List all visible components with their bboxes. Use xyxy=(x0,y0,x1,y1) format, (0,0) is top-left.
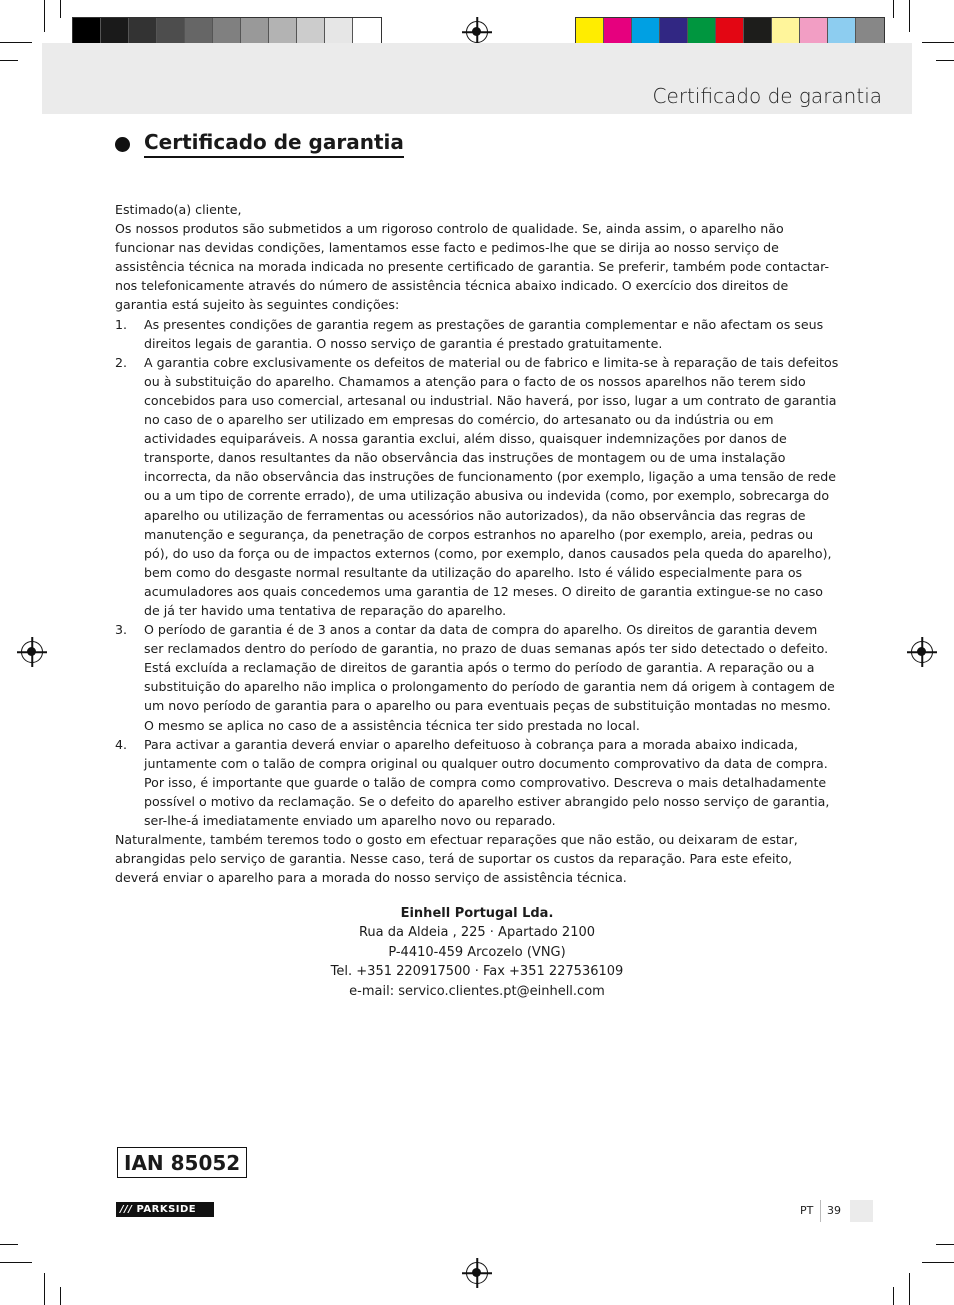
registration-mark-icon xyxy=(466,1262,488,1284)
gray-swatch xyxy=(269,18,297,46)
logo-brand: PARKSIDE xyxy=(136,1204,197,1215)
gray-swatch xyxy=(353,18,381,46)
crop-mark xyxy=(60,1287,61,1305)
gray-swatch xyxy=(73,18,101,46)
company-name: Einhell Portugal Lda. xyxy=(400,906,554,921)
gray-swatch xyxy=(213,18,241,46)
gray-swatch xyxy=(297,18,325,46)
registration-mark-icon xyxy=(21,641,43,663)
crop-mark xyxy=(44,1273,45,1305)
crop-mark xyxy=(922,42,954,43)
crop-mark xyxy=(922,1262,954,1263)
gray-swatch xyxy=(325,18,353,46)
bullet-icon xyxy=(115,137,130,152)
section-heading xyxy=(115,130,404,158)
greeting: Estimado(a) cliente, xyxy=(115,202,242,217)
color-swatch xyxy=(688,18,716,46)
crop-mark xyxy=(893,1287,894,1305)
registration-mark-icon xyxy=(466,21,488,43)
conditions-list xyxy=(115,315,839,831)
ian-number: IAN 85052 xyxy=(117,1147,247,1178)
color-swatch xyxy=(772,18,800,46)
email-line: e-mail: servico.clientes.pt@einhell.com xyxy=(349,983,605,999)
color-swatch xyxy=(716,18,744,46)
color-swatch xyxy=(604,18,632,46)
page-number: 39 xyxy=(827,1204,841,1217)
crop-mark xyxy=(0,1244,18,1245)
phone-line: Tel. +351 220917500 · Fax +351 227536109 xyxy=(330,964,624,980)
intro-paragraph: Os nossos produtos são submetidos a um rigoroso controlo de qualidade. Se, ainda assim, o aparelho não funcionar nas devidas condições, lamentamos esse facto e pedimos-lhe que se dirija ao nosso serviço de assistência técnica na morada indicada no presente certificado de garantia. Se preferir, também pode contactar-nos telefonicamente através do número de assistência técnica abaixo indicado. O exercício dos direitos de garantia está sujeito às seguintes condições: xyxy=(115,221,830,313)
color-swatch xyxy=(744,18,772,46)
gray-swatch xyxy=(101,18,129,46)
crop-mark xyxy=(60,0,61,18)
crop-mark xyxy=(936,1244,954,1245)
color-swatch xyxy=(576,18,604,46)
crop-mark xyxy=(893,0,894,18)
color-swatch xyxy=(856,18,884,46)
street-line: Rua da Aldeia , 225 · Apartado 2100 xyxy=(358,925,596,941)
gray-swatch xyxy=(241,18,269,46)
registration-mark-icon xyxy=(911,641,933,663)
closing-paragraph: Naturalmente, também teremos todo o gosto em efectuar reparações que não estão, ou deixaram de estar, abrangidas pelo serviço de garantia. Nesse caso, terá de suportar os custos da reparação. Para este efeito, deverá enviar o aparelho para a morada do nosso serviço de assistência técnica. xyxy=(115,832,798,886)
document-body xyxy=(115,200,839,887)
crop-mark xyxy=(44,0,45,32)
header-title: Certificado de garantia xyxy=(652,84,882,108)
city-line: P-4410-459 Arcozelo (VNG) xyxy=(388,944,566,960)
footer-divider xyxy=(820,1200,821,1222)
crop-mark xyxy=(0,1262,32,1263)
color-swatch xyxy=(632,18,660,46)
list-item: 4. Para activar a garantia deverá enviar o aparelho defeituoso à cobrança para a morada abaixo indicada, juntamente com o talão de compra original ou qualquer outro documento comprovativo da data de compra. Por isso, é importante que guarde o talão de compra como comprovativo. Descreva o mais detalhadamente possível o motivo da reclamação. Se o defeito do aparelho estiver abrangido pelo nosso serviço de garantia, ser-lhe-á imediatamente enviado um aparelho novo ou reparado. xyxy=(115,736,830,828)
footer-tab xyxy=(850,1200,873,1222)
crop-mark xyxy=(936,60,954,61)
list-item: 3. O período de garantia é de 3 anos a contar da data de compra do aparelho. Os direitos de garantia devem ser reclamados dentro do período de garantia, no prazo de duas semanas após ter sido detectado o defeito. Está excluída a reclamação de direitos de garantia após o termo do período de garantia. A reparação ou a substituição do aparelho não implica o prolongamento do período de garantia nem dá origem à contagem de um novo período de garantia para o aparelho ou para eventuais peças de substituição montadas no mesmo. O mesmo se aplica no caso de a assistência técnica ter sido prestada no local. xyxy=(115,622,835,733)
color-swatch xyxy=(828,18,856,46)
gray-swatch xyxy=(129,18,157,46)
logo-slashes: /// xyxy=(120,1204,133,1215)
gray-swatch xyxy=(185,18,213,46)
section-title: Certificado de garantia xyxy=(144,130,404,158)
crop-mark xyxy=(909,0,910,32)
color-swatch xyxy=(800,18,828,46)
list-item: 1. As presentes condições de garantia regem as prestações de garantia complementar e não afectam os seus direitos legais de garantia. O nosso serviço de garantia é prestado gratuitamente. xyxy=(115,316,824,351)
gray-swatch xyxy=(157,18,185,46)
crop-mark xyxy=(0,60,18,61)
list-item: 2. A garantia cobre exclusivamente os defeitos de material ou de fabrico e limita-se à reparação de tais defeitos ou à substituição do aparelho. Chamamos a atenção para o facto de os nossos aparelhos não terem sido concebidos para uso comercial, artesanal ou industrial. Não haverá, por isso, lugar a um contrato de garantia no caso de o aparelho ser utilizado em empresas do comércio, do artesanato ou da indústria ou em actividades equiparáveis. A nossa garantia exclui, além disso, quaisquer indemnizações por danos de transporte, danos resultantes da não observância das instruções de montagem ou de uma instalação incorrecta, da não observância das instruções de funcionamento (por exemplo, ligação a uma tensão de rede ou a um tipo de corrente errado), de uma utilização abusiva ou indevida (como, por exemplo, sobrecarga do aparelho ou utilização de ferramentas ou acessórios não autorizados), da não observância das regras de manutenção e segurança, da penetração de corpos estranhos no aparelho (por exemplo, areia, pedras ou pó), do uso da força ou de impactos externos (como, por exemplo, danos causados pela queda do aparelho), bem como do desgaste normal resultante da utilização do aparelho. Isto é válido especialmente para os acumuladores aos quais concedemos uma garantia de 12 meses. O direito de garantia extingue-se no caso de já ter havido uma tentativa de reparação do aparelho. xyxy=(115,354,839,618)
crop-mark xyxy=(909,1273,910,1305)
crop-mark xyxy=(0,42,32,43)
language-code: PT xyxy=(800,1204,814,1217)
service-address xyxy=(115,904,839,1001)
color-swatch xyxy=(660,18,688,46)
parkside-logo xyxy=(116,1202,214,1217)
